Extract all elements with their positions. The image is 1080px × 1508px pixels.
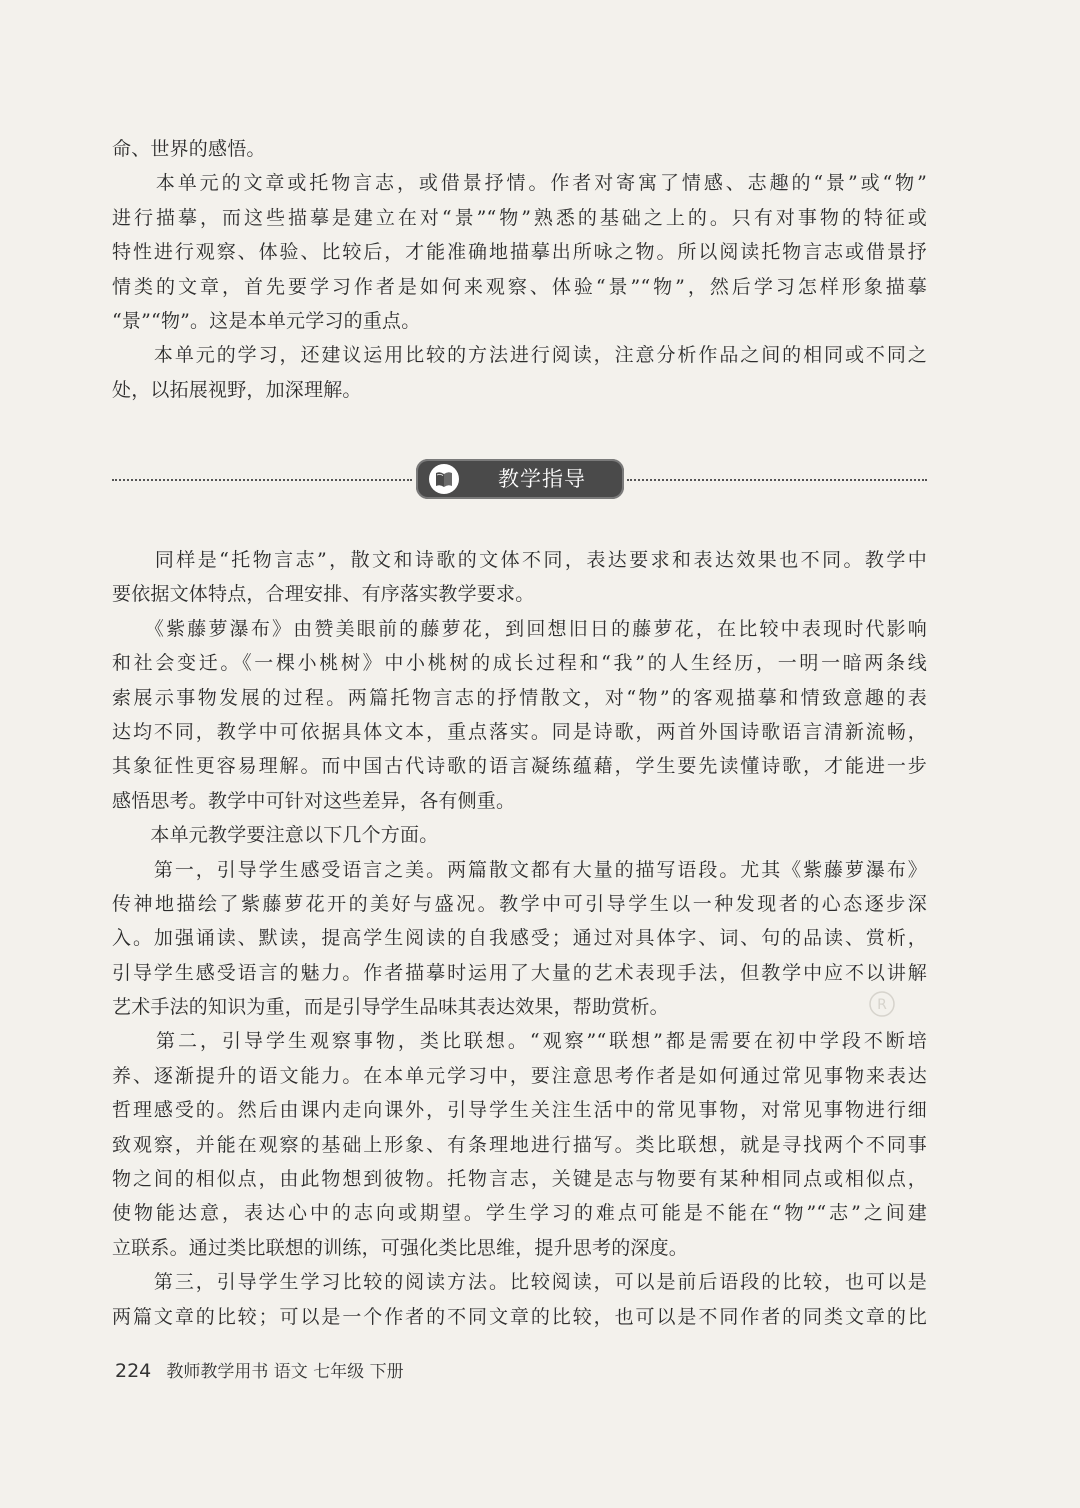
registered-mark-icon [868, 990, 896, 1018]
text-line: 本单元的文章或托物言志，或借景抒情。作者对寄寓了情感、志趣的“景”或“物” [112, 172, 927, 195]
text-line: 致观察，并能在观察的基础上形象、有条理地进行描写。类比联想，就是寻找两个不同事 [112, 1133, 927, 1156]
text-line: 入。加强诵读、默读，提高学生阅读的自我感受；通过对具体字、词、句的品读、赏析， [112, 927, 927, 950]
page-number: 224 [115, 1360, 152, 1382]
text-line: 使物能达意，表达心中的志向或期望。学生学习的难点可能是不能在“物”“志”之间建 [112, 1202, 927, 1225]
text-line: “景”“物”。这是本单元学习的重点。 [112, 309, 421, 332]
text-line: 感悟思考。教学中可针对这些差异，各有侧重。 [112, 789, 516, 812]
page-footer [115, 1356, 404, 1386]
book-icon [428, 463, 460, 495]
text-line: 立联系。通过类比联想的训练，可强化类比思维，提升思考的深度。 [112, 1236, 689, 1259]
text-line: 进行描摹，而这些描摹是建立在对“景”“物”熟悉的基础之上的。只有对事物的特征或 [112, 206, 927, 229]
dotted-rule-right [627, 479, 927, 481]
text-line: 第二，引导学生观察事物，类比联想。“观察”“联想”都是需要在初中学段不断培 [112, 1030, 927, 1053]
text-line: 达均不同，教学中可依据具体文本，重点落实。同是诗歌，两首外国诗歌语言清新流畅， [112, 720, 927, 743]
text-line: 和社会变迁。《一棵小桃树》中小桃树的成长过程和“我”的人生经历，一明一暗两条线 [112, 652, 927, 675]
text-line: 情类的文章，首先要学习作者是如何来观察、体验“景”“物”，然后学习怎样形象描摹 [112, 275, 927, 298]
teaching-guidance-text-block [112, 543, 927, 1334]
text-line: 物之间的相似点，由此物想到彼物。托物言志，关键是志与物要有某种相同点或相似点， [112, 1168, 927, 1191]
text-line: 本单元的学习，还建议运用比较的方法进行阅读，注意分析作品之间的相同或不同之 [112, 344, 927, 367]
text-line: 本单元教学要注意以下几个方面。 [112, 824, 439, 847]
text-line: 第一，引导学生感受语言之美。两篇散文都有大量的描写语段。尤其《紫藤萝瀑布》 [112, 858, 927, 881]
section-title: 教学指导 [498, 467, 586, 491]
dotted-rule-left [112, 479, 412, 481]
section-header [112, 457, 927, 503]
svg-text:R: R [877, 997, 887, 1013]
footer-book-title: 教师教学用书 语文 七年级 下册 [166, 1362, 404, 1382]
section-title-badge [416, 459, 624, 499]
text-line: 特性进行观察、体验、比较后，才能准确地描摹出所咏之物。所以阅读托物言志或借景抒 [112, 241, 927, 264]
intro-text-block [112, 132, 927, 407]
text-line: 艺术手法的知识为重，而是引导学生品味其表达效果，帮助赏析。 [112, 996, 669, 1019]
text-line: 要依据文体特点，合理安排、有序落实教学要求。 [112, 583, 535, 606]
text-line: 传神地描绘了紫藤萝花开的美好与盛况。教学中可引导学生以一种发现者的心态逐步深 [112, 892, 927, 915]
text-line: 同样是“托物言志”，散文和诗歌的文体不同，表达要求和表达效果也不同。教学中 [112, 549, 927, 571]
text-line: 命、世界的感悟。 [112, 138, 266, 160]
text-line: 引导学生感受语言的魅力。作者描摹时运用了大量的艺术表现手法，但教学中应不以讲解 [112, 961, 927, 984]
text-line: 索展示事物发展的过程。两篇托物言志的抒情散文，对“物”的客观描摹和情致意趣的表 [112, 686, 927, 709]
text-line: 处，以拓展视野，加深理解。 [112, 378, 362, 401]
text-line: 其象征性更容易理解。而中国古代诗歌的语言凝练蕴藉，学生要先读懂诗歌，才能进一步 [112, 755, 927, 778]
text-line: 两篇文章的比较；可以是一个作者的不同文章的比较，也可以是不同作者的同类文章的比 [112, 1305, 927, 1328]
text-line: 养、逐渐提升的语文能力。在本单元学习中，要注意思考作者是如何通过常见事物来表达 [112, 1064, 927, 1087]
text-line: 第三，引导学生学习比较的阅读方法。比较阅读，可以是前后语段的比较，也可以是 [112, 1271, 927, 1294]
text-line: 哲理感受的。然后由课内走向课外，引导学生关注生活中的常见事物，对常见事物进行细 [112, 1099, 927, 1122]
text-line: 《紫藤萝瀑布》由赞美眼前的藤萝花，到回想旧日的藤萝花，在比较中表现时代影响 [112, 617, 927, 640]
